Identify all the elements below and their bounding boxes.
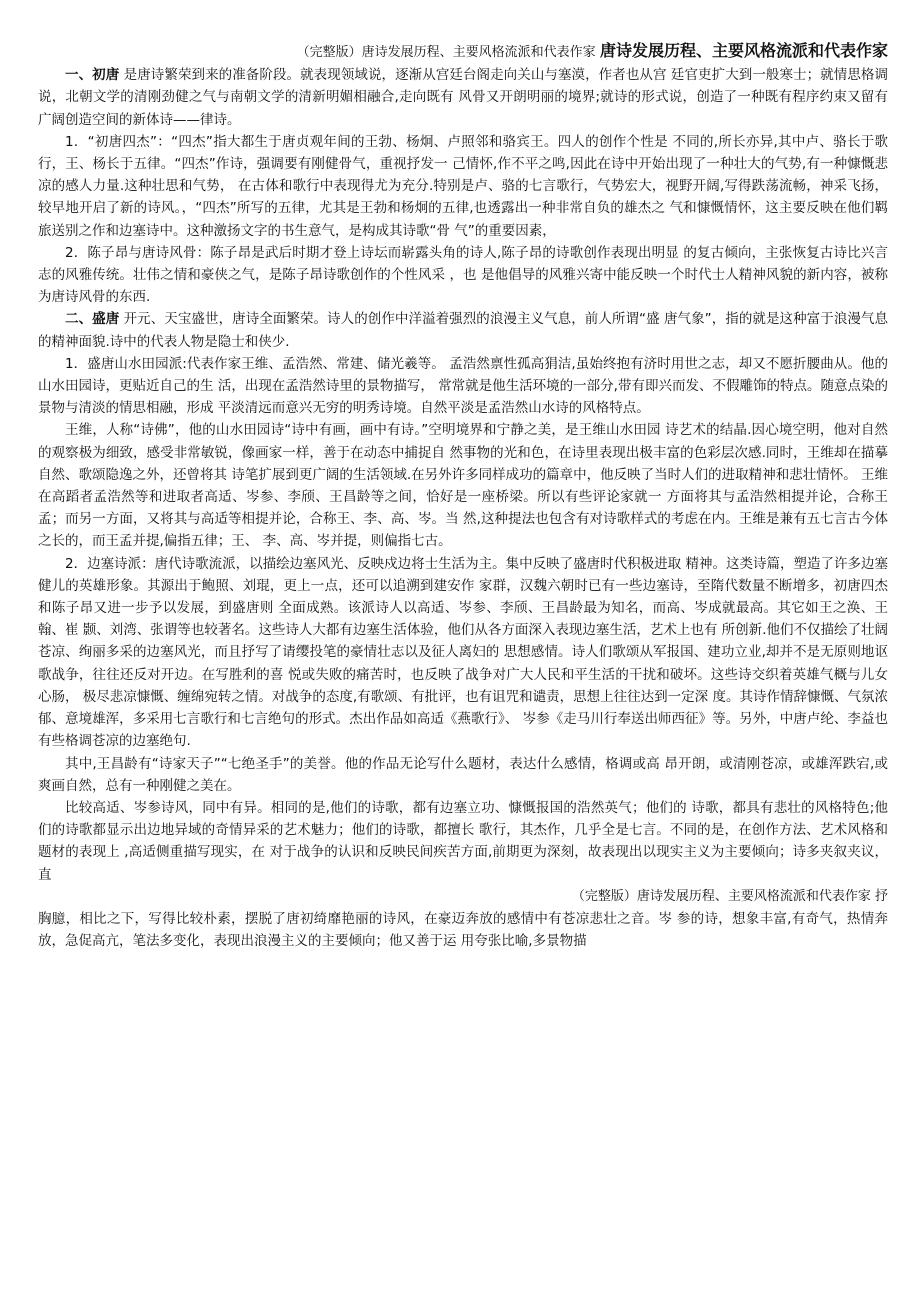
- paragraph-wang-wei: [38, 419, 888, 552]
- paragraph-text: 2．陈子昂与唐诗风骨：陈子昂是武后时期才登上诗坛而崭露头角的诗人,陈子昂的诗歌创作表现出明显 的复古倾向，主张恢复古诗比兴言志的风雅传统。壮伟之情和豪侠之气，是陈子昂诗歌创作的个性风采 ，也 是他倡导的风雅兴寄中能反映一个时代士人精神风貌的新内容，被称为唐诗风骨的东西.: [38, 244, 888, 306]
- paragraph-high-tang: [38, 308, 888, 352]
- paragraph-wang-changling: [38, 753, 888, 797]
- paragraph-text: 1．“初唐四杰”：“四杰”指大都生于唐贞观年间的王勃、杨炯、卢照邻和骆宾王。四人的创作个性是 不同的,所长亦异,其中卢、骆长于歌行，王、杨长于五律。“四杰”作诗，强调要有刚健骨气，重视抒发一 己情怀,作不平之鸣,因此在诗中开始出现了一种壮大的气势,有一种慷慨悲凉的感人力量.这种壮思和气势， 在古体和歌行中表现得尤为充分.特别是卢、骆的七言歌行，气势宏大，视野开阔,写得跌荡流畅，神采飞扬，较早地开启了新的诗风。，“四杰”所写的五律，尤其是王勃和杨炯的五律,也透露出一种非常自负的雄杰之 气和慷慨情怀，这主要反映在他们羁旅送别之作和边塞诗中。这种激扬文字的书生意气，是构成其诗歌“骨 气”的重要因素，: [38, 133, 888, 239]
- paragraph-text: 2．边塞诗派：唐代诗歌流派，以描绘边塞风光、反映戍边将士生活为主。集中反映了盛唐时代积极进取 精神。这类诗篇，塑造了许多边塞健儿的英雄形象。其源出于鲍照、刘琨，更上一点，还可以追溯到建安作 家群，汉魏六朝时已有一些边塞诗，至隋代数量不断增多，初唐四杰和陈子昂又进一步予以发展，到盛唐则 全面成熟。该派诗人以高适、岑参、李颀、王昌龄最为知名，而高、岑成就最高。其它如王之涣、王翰、崔 颢、刘湾、张谓等也较著名。这些诗人大都有边塞生活体验，他们从各方面深入表现边塞生活，艺术上也有 所创新.他们不仅描绘了壮阔苍凉、绚丽多采的边塞风光，而且抒写了请缨投笔的豪情壮志以及征人离妇的 思想感情。诗人们歌颂从军报国、建功立业,却并不是无原则地讴歌战争，往往还反对开边。在写胜利的喜 悦或失败的痛苦时，也反映了战争对广大人民和平生活的干扰和破坏。这些诗交织着英雄气概与儿女心肠， 极尽悲凉慷慨、缠绵宛转之情。对战争的态度,有歌颂、有批评，也有诅咒和谴责，思想上往往达到一定深 度。其诗作情辞慷慨、气氛浓郁、意境雄浑，多采用七言歌行和七言绝句的形式。杰出作品如高适《燕歌行》、 岑参《走马川行奉送出师西征》等。另外，中唐卢纶、李益也有些格调苍凉的边塞绝句.: [38, 555, 888, 750]
- paragraph-text: 开元、天宝盛世，唐诗全面繁荣。诗人的创作中洋溢着强烈的浪漫主义气息，前人所谓“盛 唐气象”，指的就是这种富于浪漫气息的精神面貌.诗中的代表人物是隐士和侠少.: [38, 311, 889, 350]
- running-header-title: （完整版）唐诗发展历程、主要风格流派和代表作家: [571, 888, 871, 904]
- paragraph-early-tang: [38, 64, 888, 131]
- paragraph-text: 其中,王昌龄有“诗家天子”“七绝圣手”的美誉。他的作品无论写什么题材，表达什么感情，格调或高 昂开朗，或清刚苍凉，或雄浑跌宕,或爽画自然，总有一种刚健之美在。: [38, 755, 888, 794]
- header-small-title: （完整版）唐诗发展历程、主要风格流派和代表作家: [296, 45, 596, 60]
- document-header: [38, 40, 888, 64]
- paragraph-continuation: 胸臆，相比之下，写得比较朴素，摆脱了唐初绮靡艳丽的诗风，在豪迈奔放的感情中有苍凉悲壮之音。岑 参的诗，想象丰富,有奇气，热情奔放，急促高亢，笔法多变化，表现出浪漫主义的主要倾向；他又善于运 用夸张比喻,多景物描: [38, 910, 888, 950]
- header-main-title: 唐诗发展历程、主要风格流派和代表作家: [599, 41, 888, 60]
- paragraph-landscape-school: [38, 353, 888, 420]
- paragraph-text: 是唐诗繁荣到来的准备阶段。就表现领域说，逐渐从宫廷台阁走向关山与塞漠，作者也从宫 廷官吏扩大到一般寒士；就情思格调说，北朝文学的清刚劲健之气与南朝文学的清新明媚相融合,走向既有 风骨又开朗明丽的境界;就诗的形式说，创造了一种既有程序约束又留有广阔创造空间的新体诗——律诗。: [38, 67, 888, 128]
- paragraph-chen-ziang: [38, 242, 888, 309]
- paragraph-text: 王维，人称“诗佛”，他的山水田园诗“诗中有画，画中有诗。”空明境界和宁静之美，是王维山水田园 诗艺术的结晶.因心境空明，他对自然的观察极为细致，感受非常敏锐，像画家一样，善于在动态中捕捉自 然事物的光和色，在诗里表现出极丰富的色彩层次感.同时，王维却在描摹自然、歌颂隐逸之外，还曾将其 诗笔扩展到更广阔的生活领域.在另外许多同样成功的篇章中，他反映了当时人们的进取精神和悲壮情怀。 王维在高蹈者孟浩然等和进取者高适、岑参、李颀、王昌龄等之间，恰好是一座桥梁。所以有些评论家就一 方面将其与孟浩然相提并论，合称王孟；而另一方面，又将其与高适等相提并论，合称王、李、高、岑。当 然,这种提法也包含有对诗歌样式的考虑在内。王维是兼有五七言古今体之长的，而王孟并提,偏指五律；王、 李、高、岑并提，则偏指七古。: [38, 422, 888, 550]
- running-header: [38, 886, 888, 908]
- paragraph-gao-cen: [38, 797, 888, 886]
- running-header-continuation: 抒: [874, 888, 888, 904]
- paragraph-text: 比较高适、岑参诗风，同中有异。相同的是,他们的诗歌，都有边塞立功、慷慨报国的浩然英气；他们的 诗歌，都具有悲壮的风格特色;他们的诗歌都显示出边地异域的奇情异采的艺术魅力；他们的诗歌，都擅长 歌行，其杰作，几乎全是七言。不同的是，在创作方法、艺术风格和题材的表现上 ,高适侧重描写现实，在 对于战争的认识和反映民间疾苦方面,前期更为深刻，故表现出以现实主义为主要倾向；诗多夹叙夹议，直: [38, 799, 888, 883]
- section-heading: 一、初唐: [65, 67, 120, 84]
- paragraph-frontier-school: [38, 553, 888, 753]
- paragraph-four-talents: [38, 131, 888, 242]
- paragraph-text: 1．盛唐山水田园派:代表作家王维、孟浩然、常建、储光羲等。 孟浩然禀性孤高狷洁,虽始终抱有济时用世之志，却又不愿折腰曲从。他的山水田园诗，更贴近自己的生 活，出现在孟浩然诗里的景物描写， 常常就是他生活环境的一部分,带有即兴而发、不假雕饰的特点。随意点染的景物与清淡的情思相融，形成 平淡清远而意兴无穷的明秀诗境。自然平淡是孟浩然山水诗的风格特点。: [38, 355, 888, 417]
- section-heading: 二、盛唐: [65, 311, 120, 328]
